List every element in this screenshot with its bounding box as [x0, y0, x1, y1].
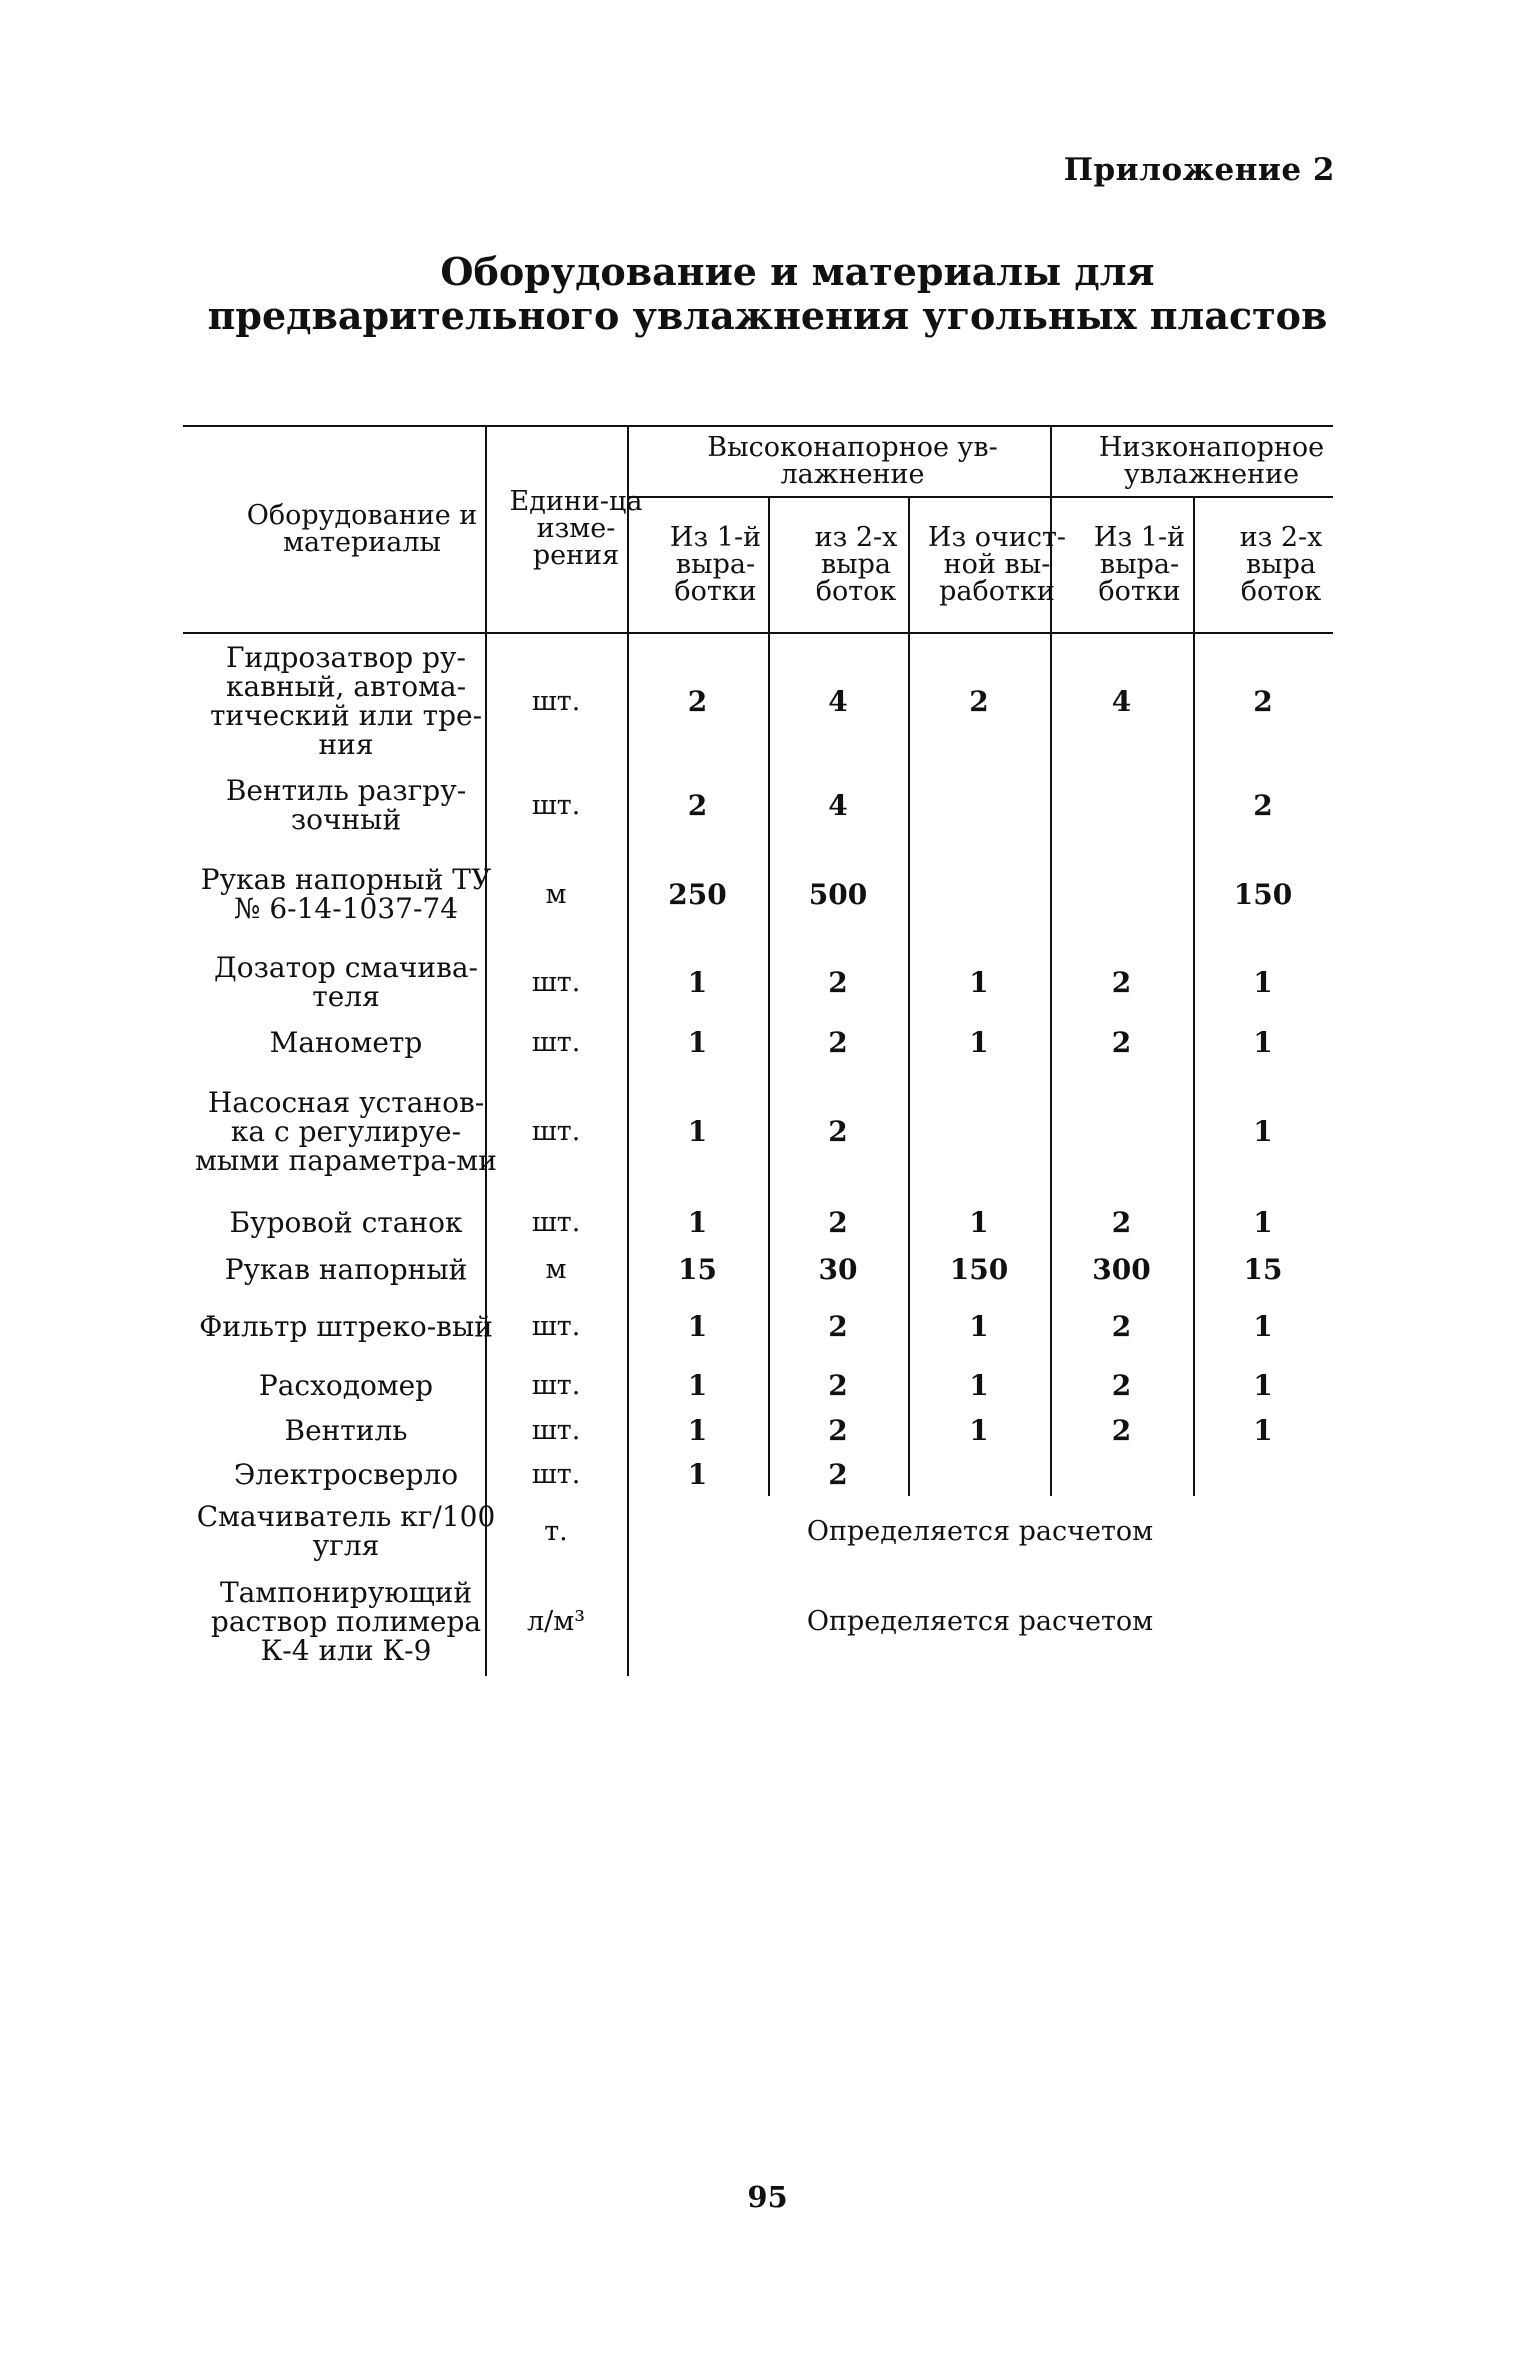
row-value-hp2: 2 [828, 1413, 848, 1447]
row-unit: шт. [531, 1369, 581, 1401]
row-value-hp1: 1 [687, 1309, 708, 1343]
row-item-name: Дозатор смачива-теля [213, 951, 478, 1013]
row-item-name: Смачиватель кг/100 угля [196, 1500, 496, 1562]
row-note: Определяется расчетом [806, 1605, 1154, 1637]
row-value-hp2: 2 [828, 1114, 848, 1148]
row-value-hp1: 1 [687, 1025, 708, 1059]
row-unit: шт. [531, 1414, 581, 1446]
row-value-hp3: 2 [969, 684, 989, 718]
row-unit: т. [544, 1515, 568, 1547]
row-value-lp2: 150 [1233, 877, 1293, 911]
row-value-hp1: 1 [687, 1457, 708, 1491]
header-lp-col1: Из 1-й выра-ботки [1093, 521, 1186, 607]
row-item-name: Манометр [269, 1025, 423, 1059]
row-value-hp2: 500 [808, 877, 868, 911]
row-unit: шт. [531, 1310, 581, 1342]
row-value-lp2: 15 [1243, 1252, 1283, 1286]
row-unit: шт. [531, 1206, 581, 1238]
row-unit: шт. [531, 685, 581, 717]
row-value-hp2: 2 [828, 1025, 848, 1059]
row-value-hp2: 4 [828, 788, 848, 822]
row-value-hp3 [908, 1452, 1050, 1496]
row-value-hp3: 1 [969, 1309, 989, 1343]
row-value-hp1: 15 [678, 1252, 717, 1286]
row-value-hp3: 1 [969, 1413, 989, 1447]
row-value-lp2 [1193, 1452, 1333, 1496]
row-value-lp2: 2 [1253, 684, 1273, 718]
row-unit: м [545, 878, 567, 910]
row-value-hp1: 2 [687, 788, 708, 822]
row-value-hp2: 2 [828, 965, 848, 999]
row-value-hp2: 4 [828, 684, 848, 718]
row-unit: м [545, 1253, 567, 1285]
row-item-name: Гидрозатвор ру-кавный, автома-тический или тре-ния [209, 641, 483, 761]
row-value-hp1: 1 [687, 1413, 708, 1447]
row-value-hp1: 1 [687, 1205, 708, 1239]
row-value-lp1: 2 [1111, 1205, 1132, 1239]
page-title [0, 250, 1535, 338]
title-line-2: предварительного увлажнения угольных пластов [207, 293, 1328, 338]
row-value-lp2: 1 [1253, 1413, 1273, 1447]
row-unit: л/м³ [526, 1605, 586, 1637]
row-value-hp3: 1 [969, 1025, 989, 1059]
row-value-hp1: 1 [687, 965, 708, 999]
row-value-hp3 [908, 1066, 1050, 1196]
row-value-lp1: 2 [1111, 1025, 1132, 1059]
row-unit: шт. [531, 966, 581, 998]
row-value-lp2: 1 [1253, 1309, 1273, 1343]
row-value-hp1: 250 [668, 877, 727, 911]
row-value-lp2: 1 [1253, 1368, 1273, 1402]
row-value-hp3: 1 [969, 1368, 989, 1402]
row-value-lp1: 2 [1111, 1309, 1132, 1343]
row-item-name: Рукав напорный [224, 1252, 468, 1286]
row-value-lp1: 2 [1111, 965, 1132, 999]
row-note: Определяется расчетом [806, 1515, 1154, 1547]
row-value-hp1: 1 [687, 1114, 708, 1148]
header-hp-col1: Из 1-й выра-ботки [669, 521, 762, 607]
row-value-lp2: 1 [1253, 1025, 1273, 1059]
row-value-hp2: 2 [828, 1309, 848, 1343]
row-item-name: Рукав напорный ТУ № 6-14-1037-74 [200, 863, 492, 925]
row-item-name: Электросверло [233, 1457, 459, 1491]
row-unit: шт. [531, 1458, 581, 1490]
row-item-name: Насосная установ-ка с регулируе-мыми параметра-ми [195, 1085, 497, 1177]
row-value-hp2: 2 [828, 1457, 848, 1491]
row-unit: шт. [531, 1115, 581, 1147]
header-low-pressure: Низконапорное увлажнение [1098, 431, 1325, 490]
row-value-lp1 [1050, 768, 1193, 842]
row-value-lp1: 4 [1111, 684, 1132, 718]
row-value-lp1: 300 [1092, 1252, 1151, 1286]
row-value-lp1 [1050, 1066, 1193, 1196]
row-value-lp2: 1 [1253, 965, 1273, 999]
row-value-lp2: 1 [1253, 1205, 1273, 1239]
row-item-name: Тампонирующий раствор полимера К-4 или К-9 [210, 1575, 482, 1667]
header-hp-col3: Из очист-ной вы-работки [927, 521, 1067, 607]
header-unit: Едини-ца изме-рения [509, 486, 643, 571]
row-item-name: Вентиль разгру-зочный [225, 774, 467, 836]
row-value-lp1: 2 [1111, 1368, 1132, 1402]
header-high-pressure: Высоконапорное ув-лажнение [707, 431, 998, 490]
row-value-hp3: 1 [969, 1205, 989, 1239]
row-value-lp1 [1050, 842, 1193, 946]
row-value-hp3: 150 [949, 1252, 1009, 1286]
row-unit: шт. [531, 789, 581, 821]
row-value-hp1: 1 [687, 1368, 708, 1402]
header-hp-col2: из 2-х выра боток [814, 521, 898, 607]
row-item-name: Буровой станок [229, 1205, 463, 1239]
row-value-hp1: 2 [687, 684, 708, 718]
row-value-hp3 [908, 842, 1050, 946]
row-item-name: Вентиль [284, 1413, 408, 1447]
row-value-lp1: 2 [1111, 1413, 1132, 1447]
row-value-hp2: 30 [818, 1252, 858, 1286]
appendix-label: Приложение 2 [1063, 152, 1335, 188]
row-unit: шт. [531, 1026, 581, 1058]
row-value-hp2: 2 [828, 1205, 848, 1239]
row-value-hp2: 2 [828, 1368, 848, 1402]
page-number: 95 [747, 2180, 788, 2214]
title-line-1: Оборудование и материалы для [440, 249, 1155, 294]
header-equipment: Оборудование и материалы [246, 499, 478, 558]
row-value-hp3 [908, 768, 1050, 842]
row-value-hp3: 1 [969, 965, 989, 999]
row-item-name: Расходомер [258, 1368, 434, 1402]
row-value-lp2: 1 [1253, 1114, 1273, 1148]
row-item-name: Фильтр штреко-вый [199, 1309, 493, 1343]
header-lp-col2: из 2-х выра боток [1239, 521, 1323, 607]
row-value-lp1 [1050, 1452, 1193, 1496]
row-value-lp2: 2 [1253, 788, 1273, 822]
